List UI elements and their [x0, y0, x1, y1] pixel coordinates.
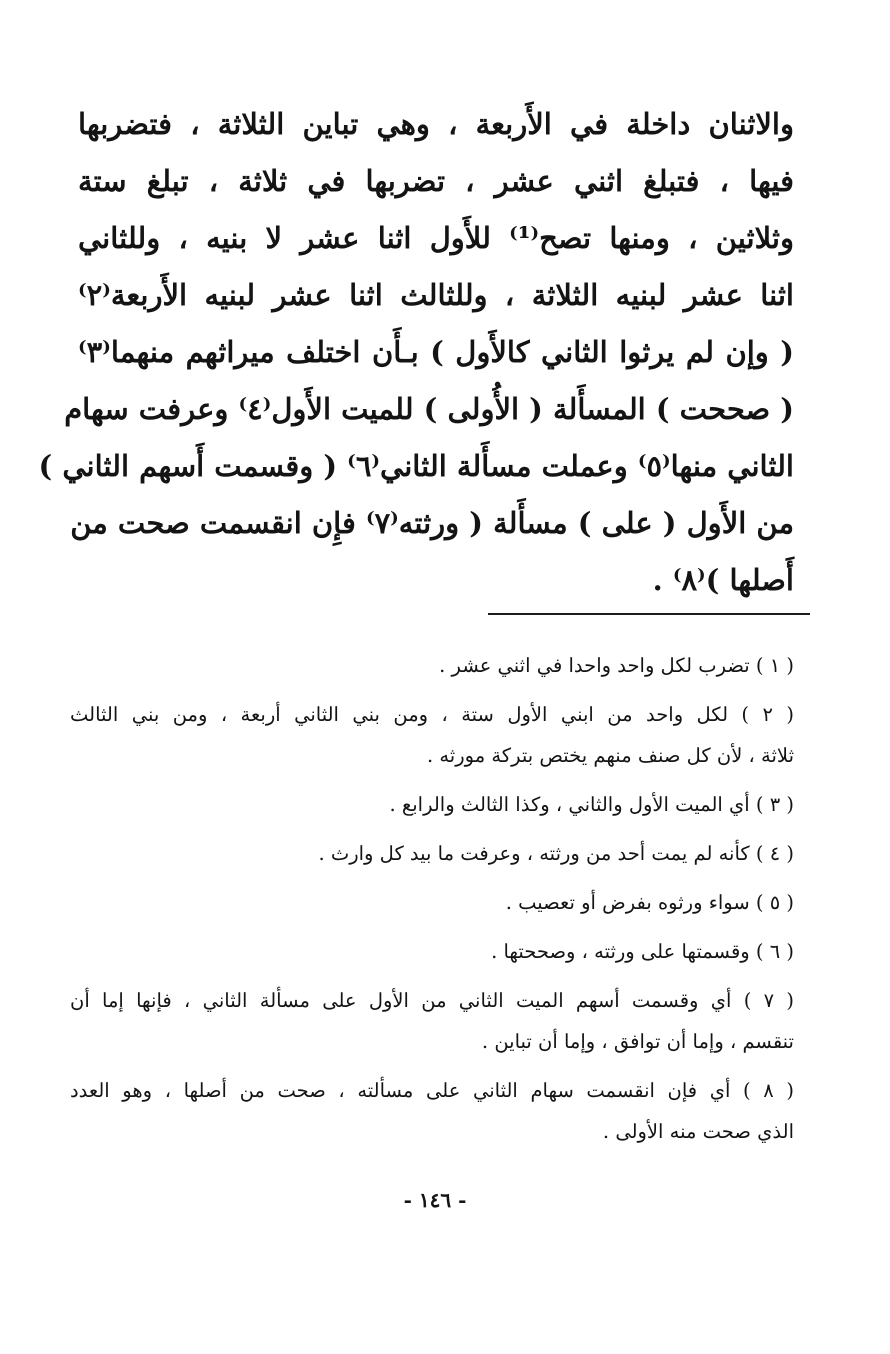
main-line: ( وإن لم يرثوا الثاني كالأَول ) بـأَن اختلف ميراثهم منهما⁽٣⁾ [78, 335, 794, 369]
footnote-line: ( ٥ ) سواء ورثوه بفرض أو تعصيب . [505, 891, 794, 914]
footnote-line: ( ١ ) تضرب لكل واحد واحدا في اثني عشر . [439, 654, 794, 677]
footnote-line: ثلاثة ، لأن كل صنف منهم يختص بتركة مورثه . [426, 744, 794, 767]
footnote-5 [70, 882, 794, 923]
footnote-separator [488, 613, 810, 615]
footnote-4 [70, 833, 794, 874]
page-number: - ١٤٦ - [403, 1188, 467, 1212]
main-line: فيها ، فتبلغ اثني عشر ، تضربها في ثلاثة ، تبلغ ستة [78, 164, 794, 198]
footnote-line: ( ٦ ) وقسمتها على ورثته ، وصححتها . [491, 940, 794, 963]
footnote-line: ( ٨ ) أي فإن انقسمت سهام الثاني على مسألته ، صحت من أصلها ، وهو العدد [70, 1079, 794, 1102]
footnote-1 [70, 645, 794, 686]
footnote-2 [70, 694, 794, 776]
footnote-line: ( ٣ ) أي الميت الأول والثاني ، وكذا الثالث والرابع . [389, 793, 794, 816]
main-line: أَصلها )⁽٨⁾ . [652, 563, 794, 597]
footnote-line: الذي صحت منه الأولى . [602, 1120, 794, 1143]
main-line: والاثنان داخلة في الأَربعة ، وهي تباين الثلاثة ، فتضربها [78, 107, 794, 141]
main-line: وثلاثين ، ومنها تصح⁽¹⁾ للأَول اثنا عشر لا بنيه ، وللثاني [78, 221, 794, 255]
footnote-6 [70, 931, 794, 972]
main-line: الثاني منها⁽٥⁾ وعملت مسأَلة الثاني⁽٦⁾ ( وقسمت أَسهم الثاني ) [38, 449, 794, 483]
main-line: اثنا عشر لبنيه الثلاثة ، وللثالث اثنا عشر لبنيه الأَربعة⁽٢⁾ [78, 278, 794, 312]
footnote-7 [70, 980, 794, 1062]
footnote-3 [70, 784, 794, 825]
footnote-8 [70, 1070, 794, 1152]
footnote-line: ( ٤ ) كأنه لم يمت أحد من ورثته ، وعرفت ما بيد كل وارث . [318, 842, 794, 865]
footnote-line: تنقسم ، وإما أن توافق ، وإما أن تباين . [481, 1030, 794, 1053]
footnotes [70, 645, 794, 1160]
main-line: من الأَول ( على ) مسأَلة ( ورثته⁽٧⁾ فإِن انقسمت صحت من [70, 506, 794, 540]
main-line: ( صححت ) المسأَلة ( الأُولى ) للميت الأَول⁽٤⁾ وعرفت سهام [64, 392, 794, 426]
footnote-line: ( ٢ ) لكل واحد من ابني الأول ستة ، ومن بني الثاني أربعة ، ومن بني الثالث [70, 703, 794, 726]
main-text [38, 96, 794, 609]
footnote-line: ( ٧ ) أي وقسمت أسهم الميت الثاني من الأول على مسألة الثاني ، فإنها إما أن [70, 989, 794, 1012]
